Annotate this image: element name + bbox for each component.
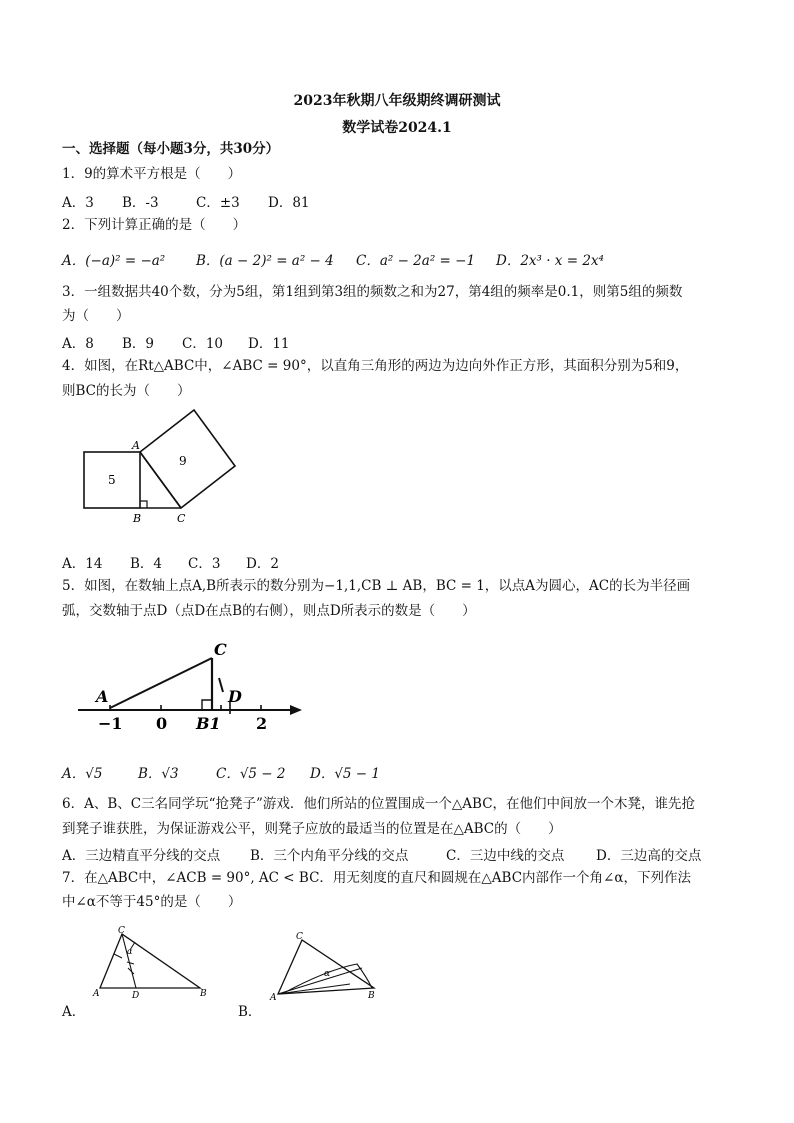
q3-stem-line2: 为（ ） <box>62 308 130 324</box>
q5-stem-line2: 弧，交数轴于点D（点D在点B的右侧），则点D所表示的数是（ ） <box>62 603 476 619</box>
q7-stem-line2: 中∠α不等于45°的是（ ） <box>62 894 242 910</box>
q7-figure-a <box>90 928 215 1003</box>
q2-option-d: D．2x³ · x = 2x⁴ <box>496 253 604 269</box>
label-d: D <box>228 687 242 706</box>
label-2: 2 <box>256 714 268 733</box>
q2-stem: 2．下列计算正确的是（ ） <box>62 217 247 233</box>
arc-mark-1 <box>114 954 122 958</box>
q7-option-b: B． <box>238 1004 262 1020</box>
arc-mark-2 <box>127 962 134 964</box>
q4-option-a: A．14 <box>62 556 103 572</box>
triangle-abc <box>100 934 200 988</box>
arc-mark <box>219 678 223 692</box>
point-c-label: C <box>177 512 186 525</box>
q4-stem-line1: 4．如图，在Rt△ABC中，∠ABC = 90°，以直角三角形的两边为边向外作正方形，其面积分别为5和9， <box>62 358 689 374</box>
q5-option-c: C．√5 − 2 <box>216 766 286 782</box>
point-b-label: B <box>133 512 142 525</box>
q1-option-d: D．81 <box>268 195 310 211</box>
segment-ac <box>110 658 212 708</box>
label-alpha: α <box>324 969 331 979</box>
q5-figure <box>76 636 306 736</box>
q4-option-d: D．2 <box>246 556 279 572</box>
label-c: C <box>118 926 125 936</box>
point-a-label: A <box>132 439 140 452</box>
q3-option-c: C．10 <box>182 336 224 352</box>
q3-option-a: A．8 <box>62 336 94 352</box>
label-0: 0 <box>156 714 168 733</box>
label-b1: B1 <box>196 714 221 733</box>
hypotenuse-ac <box>140 452 181 508</box>
q3-stem-line1: 3．一组数据共40个数，分为5组，第1组到第3组的频数之和为27，第4组的频率是0.1，则第5组的频数 <box>62 284 683 300</box>
label-d: D <box>132 991 140 1001</box>
q3-option-b: B．9 <box>122 336 155 352</box>
q4-figure <box>78 410 238 525</box>
q5-option-b: B．√3 <box>138 766 179 782</box>
q7-figure-b <box>262 928 387 1003</box>
q1-stem: 1．9的算术平方根是（ ） <box>62 166 242 182</box>
q1-option-c: C．±3 <box>196 195 240 211</box>
label-c: C <box>214 640 227 659</box>
square-9 <box>140 410 235 508</box>
label-b: B <box>368 991 375 1001</box>
q3-option-d: D．11 <box>248 336 290 352</box>
q1-option-b: B．-3 <box>122 195 159 211</box>
label-c: C <box>296 932 303 942</box>
number-line-arrow <box>290 705 302 715</box>
q2-option-b: B．(a − 2)² = a² − 4 <box>196 253 334 269</box>
q7-option-a: A． <box>62 1004 86 1020</box>
right-angle-mark <box>140 501 147 508</box>
q4-option-c: C．3 <box>188 556 221 572</box>
label-a: A <box>270 993 277 1003</box>
label-b: B <box>200 989 207 999</box>
construction-line-2 <box>278 984 350 994</box>
q5-stem-line1: 5．如图，在数轴上点A,B所表示的数分别为−1,1,CB ⊥ AB，BC = 1，以点A为圆心，AC的长为半径画 <box>62 578 691 594</box>
q6-option-c: C．三边中线的交点 <box>446 848 565 864</box>
page-subtitle: 数学试卷2024.1 <box>342 120 452 136</box>
label-a: A <box>93 989 100 999</box>
q4-option-b: B．4 <box>130 556 163 572</box>
label-neg1: −1 <box>98 714 123 733</box>
q1-option-a: A．3 <box>62 195 94 211</box>
label-9: 9 <box>179 454 187 468</box>
q6-option-d: D．三边高的交点 <box>596 848 702 864</box>
label-5: 5 <box>108 473 116 487</box>
label-alpha: α <box>127 947 133 956</box>
q6-stem-line1: 6．A、B、C三名同学玩“抢凳子”游戏．他们所站的位置围成一个△ABC，在他们中间放一个木凳，谁先抢 <box>62 796 696 812</box>
right-angle-mark <box>202 700 212 710</box>
q2-option-a: A．(−a)² = −a² <box>62 253 166 269</box>
q5-option-a: A．√5 <box>62 766 103 782</box>
q6-stem-line2: 到凳子谁获胜，为保证游戏公平，则凳子应放的最适当的位置是在△ABC的（ ） <box>62 821 562 837</box>
q6-option-a: A．三边精直平分线的交点 <box>62 848 221 864</box>
section-heading: 一、选择题（每小题3分，共30分） <box>62 141 280 157</box>
q7-stem-line1: 7．在△ABC中，∠ACB = 90°, AC < BC．用无刻度的直尺和圆规在△ABC内部作一个角∠α，下列作法 <box>62 870 691 886</box>
q5-option-d: D．√5 − 1 <box>310 766 380 782</box>
page-title: 2023年秋期八年级期终调研测试 <box>293 93 501 109</box>
label-a: A <box>96 687 109 706</box>
q4-stem-line2: 则BC的长为（ ） <box>62 383 191 399</box>
q2-option-c: C．a² − 2a² = −1 <box>356 253 476 269</box>
q6-option-b: B．三个内角平分线的交点 <box>250 848 409 864</box>
